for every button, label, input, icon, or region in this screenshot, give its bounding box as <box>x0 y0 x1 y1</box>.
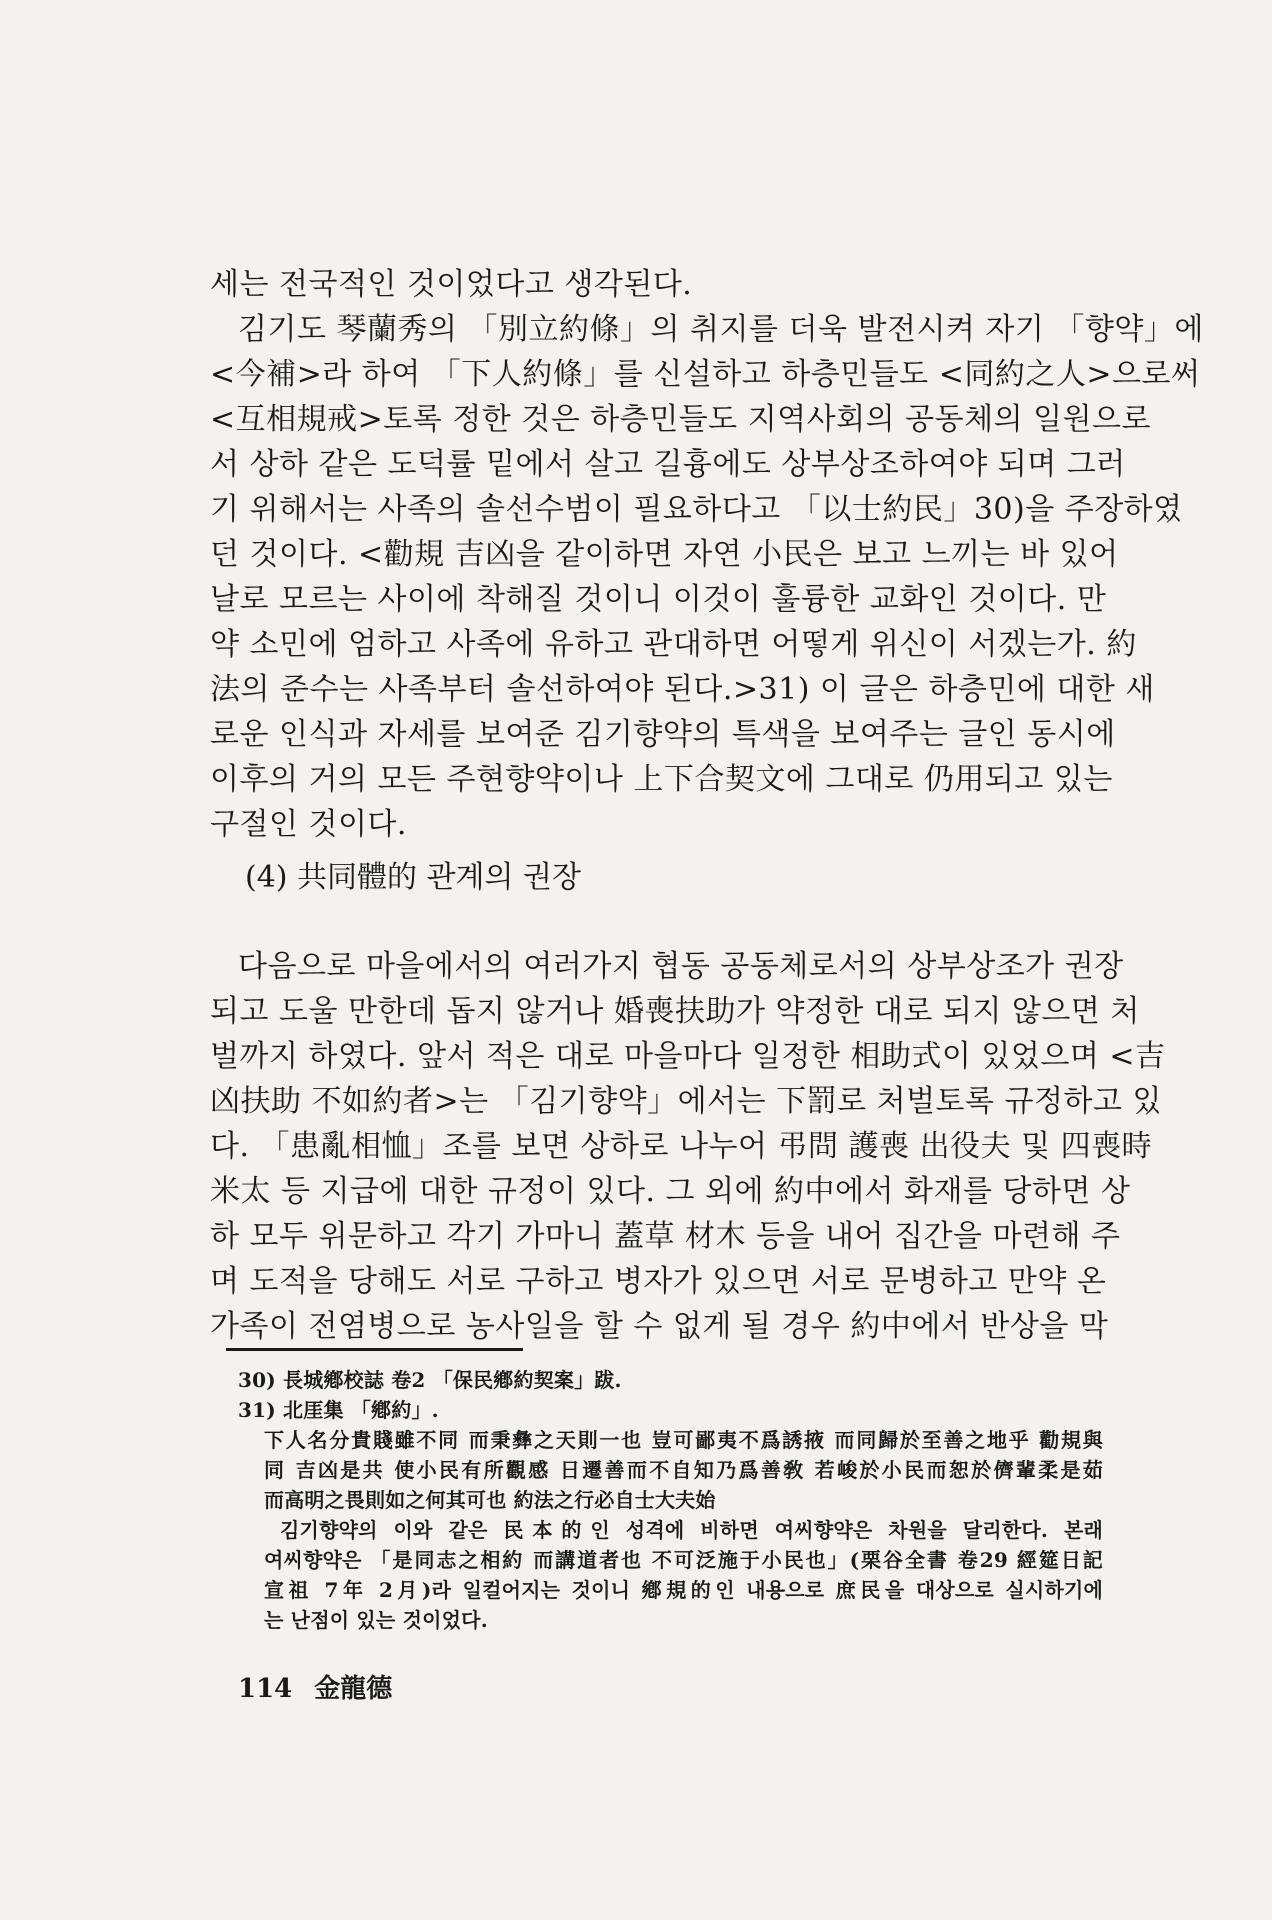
section-heading: (4) 共同體的 관계의 권장 <box>245 860 582 895</box>
text-line: 法의 준수는 사족부터 솔선하여야 된다.>31) 이 글은 하층민에 대한 새 <box>210 672 1155 707</box>
text-line: <互相規戒>토록 정한 것은 하층민들도 지역사회의 공동체의 일원으로 <box>210 402 1152 437</box>
footnote-note-line: 여씨향약은 「是同志之相約 而講道者也 不可泛施于小民也」(栗谷全書 卷29 經筵日記 <box>264 1548 1103 1572</box>
text-line: <今補>라 하여 「下人約條」를 신설하고 하층민들도 <同約之人>으로써 <box>210 357 1201 392</box>
paragraph-1 <box>210 262 1204 847</box>
footnote-note-line: 는 난점이 있는 것이었다. <box>264 1608 488 1632</box>
text-line: 하 모두 위문하고 각기 가마니 蓋草 材木 등을 내어 집간을 마련해 주 <box>210 1219 1121 1254</box>
text-line: 서 상하 같은 도덕률 밑에서 살고 길흉에도 상부상조하여야 되며 그러 <box>210 447 1126 482</box>
text-line: 기 위해서는 사족의 솔선수범이 필요하다고 「以士約民」30)을 주장하였 <box>210 492 1183 527</box>
text-line: 다음으로 마을에서의 여러가지 협동 공동체로서의 상부상조가 권장 <box>238 949 1124 984</box>
text-line: 되고 도울 만한데 돕지 않거나 婚喪扶助가 약정한 대로 되지 않으면 처 <box>210 994 1140 1029</box>
text-line: 이후의 거의 모든 주현향약이나 上下合契文에 그대로 仍用되고 있는 <box>210 762 1113 797</box>
footnote-quote-line: 同 吉凶是共 使小民有所觀感 日遷善而不自知乃爲善敎 若峻於小民而恕於儕輩柔是茹 <box>264 1458 1103 1482</box>
footnote-note-line: 김기향약의 이와 같은 民本的인 성격에 비하면 여씨향약은 차원을 달리한다. 본래 <box>280 1518 1103 1542</box>
footnote-30: 30) 長城鄕校誌 卷2 「保民鄕約契案」跋. <box>238 1368 622 1392</box>
paragraph-2 <box>210 944 1166 1349</box>
text-line: 벌까지 하였다. 앞서 적은 대로 마을마다 일정한 相助式이 있었으며 <吉 <box>210 1039 1166 1074</box>
footnote-note-line: 宣祖 7年 2月)라 일컬어지는 것이니 鄕規的인 내용으로 庶民을 대상으로 실시하기에 <box>264 1578 1103 1602</box>
text-line: 며 도적을 당해도 서로 구하고 병자가 있으면 서로 문병하고 만약 온 <box>210 1264 1107 1299</box>
text-line: 세는 전국적인 것이었다고 생각된다. <box>210 267 693 302</box>
text-line: 던 것이다. <勸規 吉凶을 같이하면 자연 小民은 보고 느끼는 바 있어 <box>210 537 1119 572</box>
text-line: 米太 등 지급에 대한 규정이 있다. 그 외에 約中에서 화재를 당하면 상 <box>210 1174 1131 1209</box>
author-name: 金龍德 <box>314 1674 393 1704</box>
text-line: 구절인 것이다. <box>210 807 407 842</box>
page-number: 114 <box>238 1674 293 1704</box>
footnote-divider <box>226 1348 523 1351</box>
text-line: 다. 「患亂相恤」조를 보면 상하로 나누어 弔問 護喪 出役夫 및 四喪時 <box>210 1129 1153 1164</box>
footnote-quote-line: 而高明之畏則如之何其可也 約法之行必自士大夫始 <box>264 1488 716 1512</box>
footnote-31: 31) 北厓集 「鄕約」. <box>238 1398 439 1422</box>
text-line: 凶扶助 不如約者>는 「김기향약」에서는 下罰로 처벌토록 규정하고 있 <box>210 1084 1162 1119</box>
text-line: 로운 인식과 자세를 보여준 김기향약의 특색을 보여주는 글인 동시에 <box>210 717 1116 752</box>
page-folio <box>238 1668 392 1705</box>
footnotes <box>238 1365 1103 1635</box>
footnote-quote-line: 下人名分貴賤雖不同 而秉彝之天則一也 豈可鄙夷不爲誘掖 而同歸於至善之地乎 勸規與 <box>264 1428 1103 1452</box>
text-line: 김기도 琴蘭秀의 「別立約條」의 취지를 더욱 발전시켜 자기 「향약」에 <box>238 312 1204 347</box>
text-line: 날로 모르는 사이에 착해질 것이니 이것이 훌륭한 교화인 것이다. 만 <box>210 582 1107 617</box>
text-line: 약 소민에 엄하고 사족에 유하고 관대하면 어떻게 위신이 서겠는가. 約 <box>210 627 1137 662</box>
text-line: 가족이 전염병으로 농사일을 할 수 없게 될 경우 約中에서 반상을 막 <box>210 1309 1109 1344</box>
